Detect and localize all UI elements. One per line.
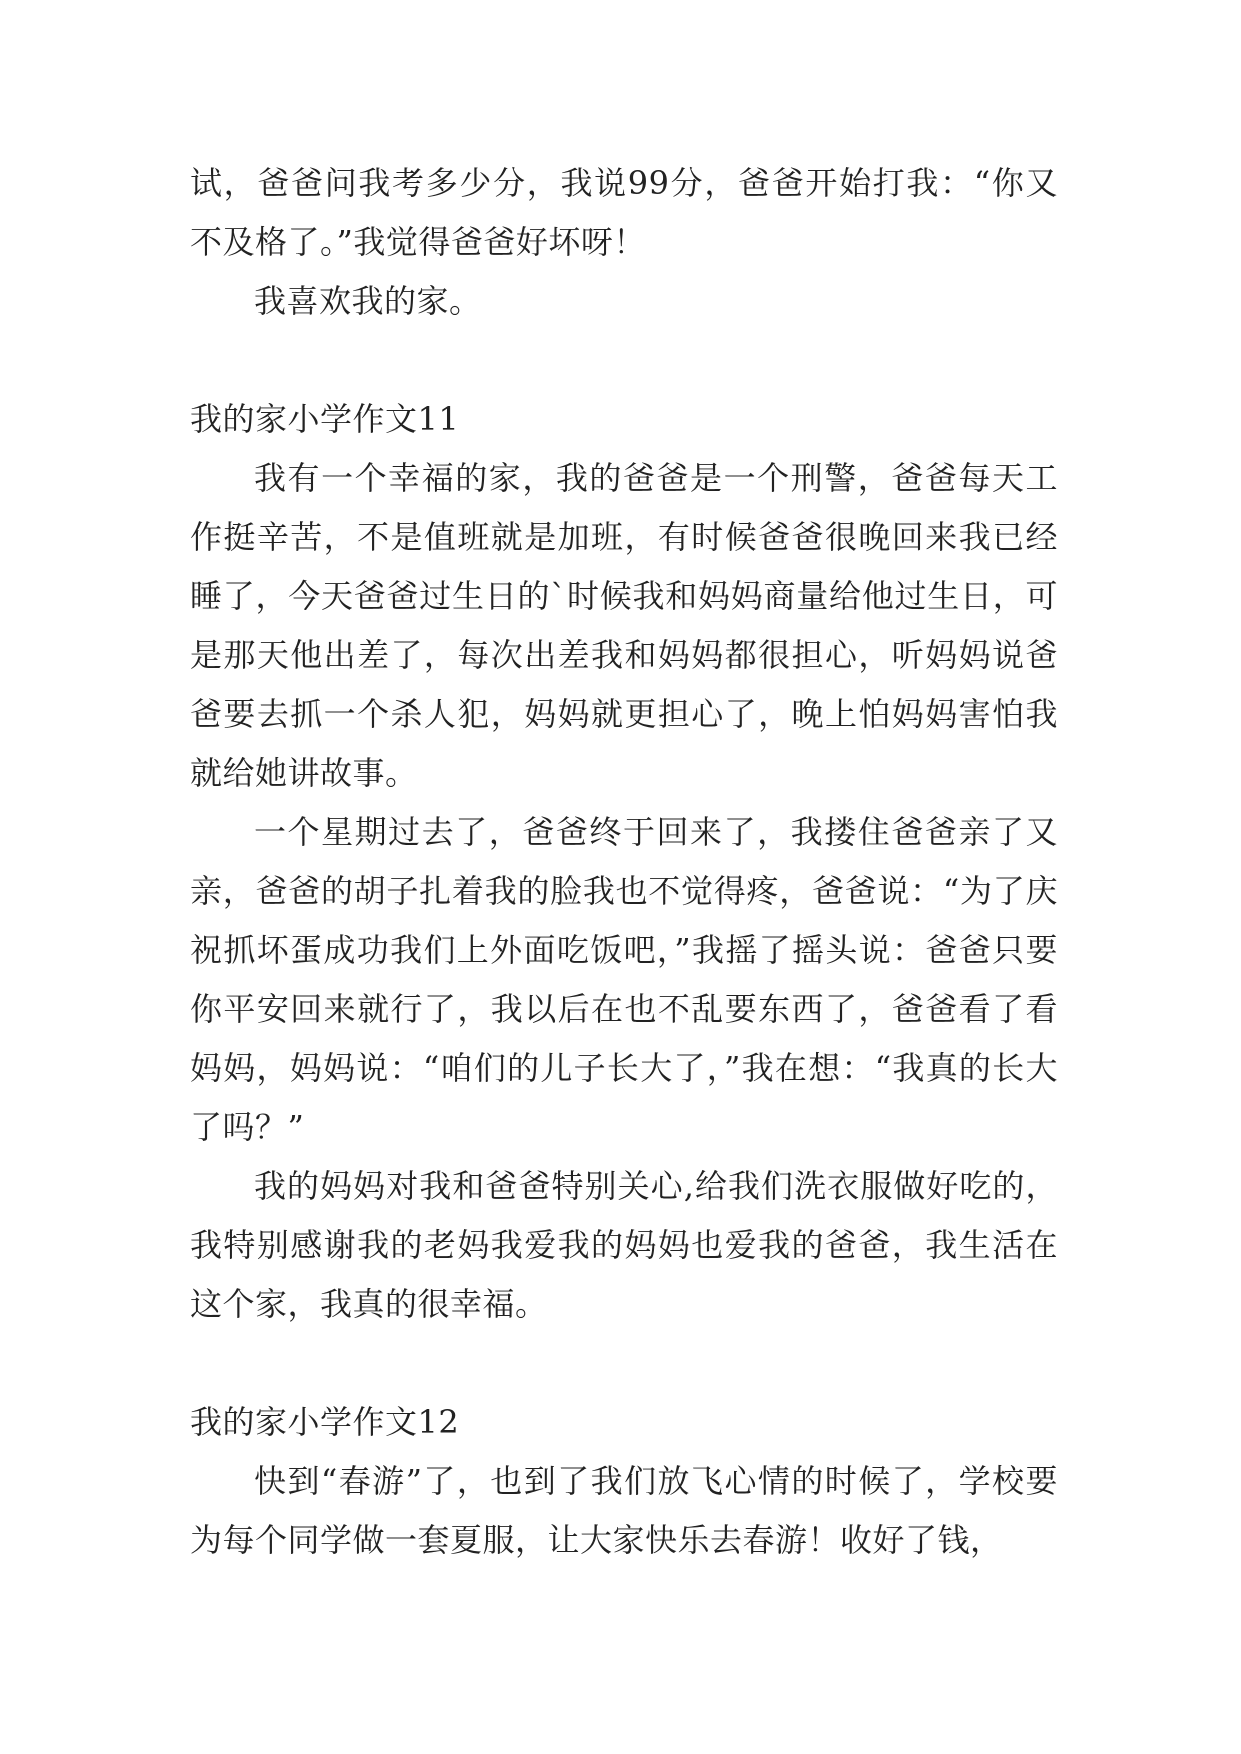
section11-paragraph-3: 我的妈妈对我和爸爸特别关心,给我们洗衣服做好吃的，我特别感谢我的老妈我爱我的妈妈也爱我的爸爸，我生活在这个家，我真的很幸福。 bbox=[190, 1167, 1058, 1323]
continuation-paragraph: 试，爸爸问我考多少分，我说99分，爸爸开始打我：“你又不及格了。”我觉得爸爸好坏呀！ bbox=[190, 164, 1058, 261]
section-gap bbox=[190, 1334, 1058, 1393]
section-title-11: 我的家小学作文11 bbox=[190, 400, 460, 438]
document-body bbox=[190, 154, 1058, 1570]
section-gap bbox=[190, 331, 1058, 390]
section12-paragraph-1: 快到“春游”了，也到了我们放飞心情的时候了，学校要为每个同学做一套夏服，让大家快乐去春游！收好了钱， bbox=[190, 1462, 1058, 1559]
section11-paragraph-1: 我有一个幸福的家，我的爸爸是一个刑警，爸爸每天工作挺辛苦，不是值班就是加班，有时候爸爸很晚回来我已经睡了，今天爸爸过生日的`时候我和妈妈商量给他过生日，可是那天他出差了，每次出差我和妈妈都很担心，听妈妈说爸爸要去抓一个杀人犯，妈妈就更担心了，晚上怕妈妈害怕我就给她讲故事。 bbox=[190, 459, 1058, 792]
section11-paragraph-2: 一个星期过去了，爸爸终于回来了，我搂住爸爸亲了又亲，爸爸的胡子扎着我的脸我也不觉得疼，爸爸说：“为了庆祝抓坏蛋成功我们上外面吃饭吧，”我摇了摇头说：爸爸只要你平安回来就行了，我以后在也不乱要东西了，爸爸看了看妈妈，妈妈说：“咱们的儿子长大了，”我在想：“我真的长大了吗？” bbox=[190, 813, 1058, 1146]
section-title-12: 我的家小学作文12 bbox=[190, 1403, 460, 1441]
closing-paragraph: 我喜欢我的家。 bbox=[254, 282, 482, 320]
